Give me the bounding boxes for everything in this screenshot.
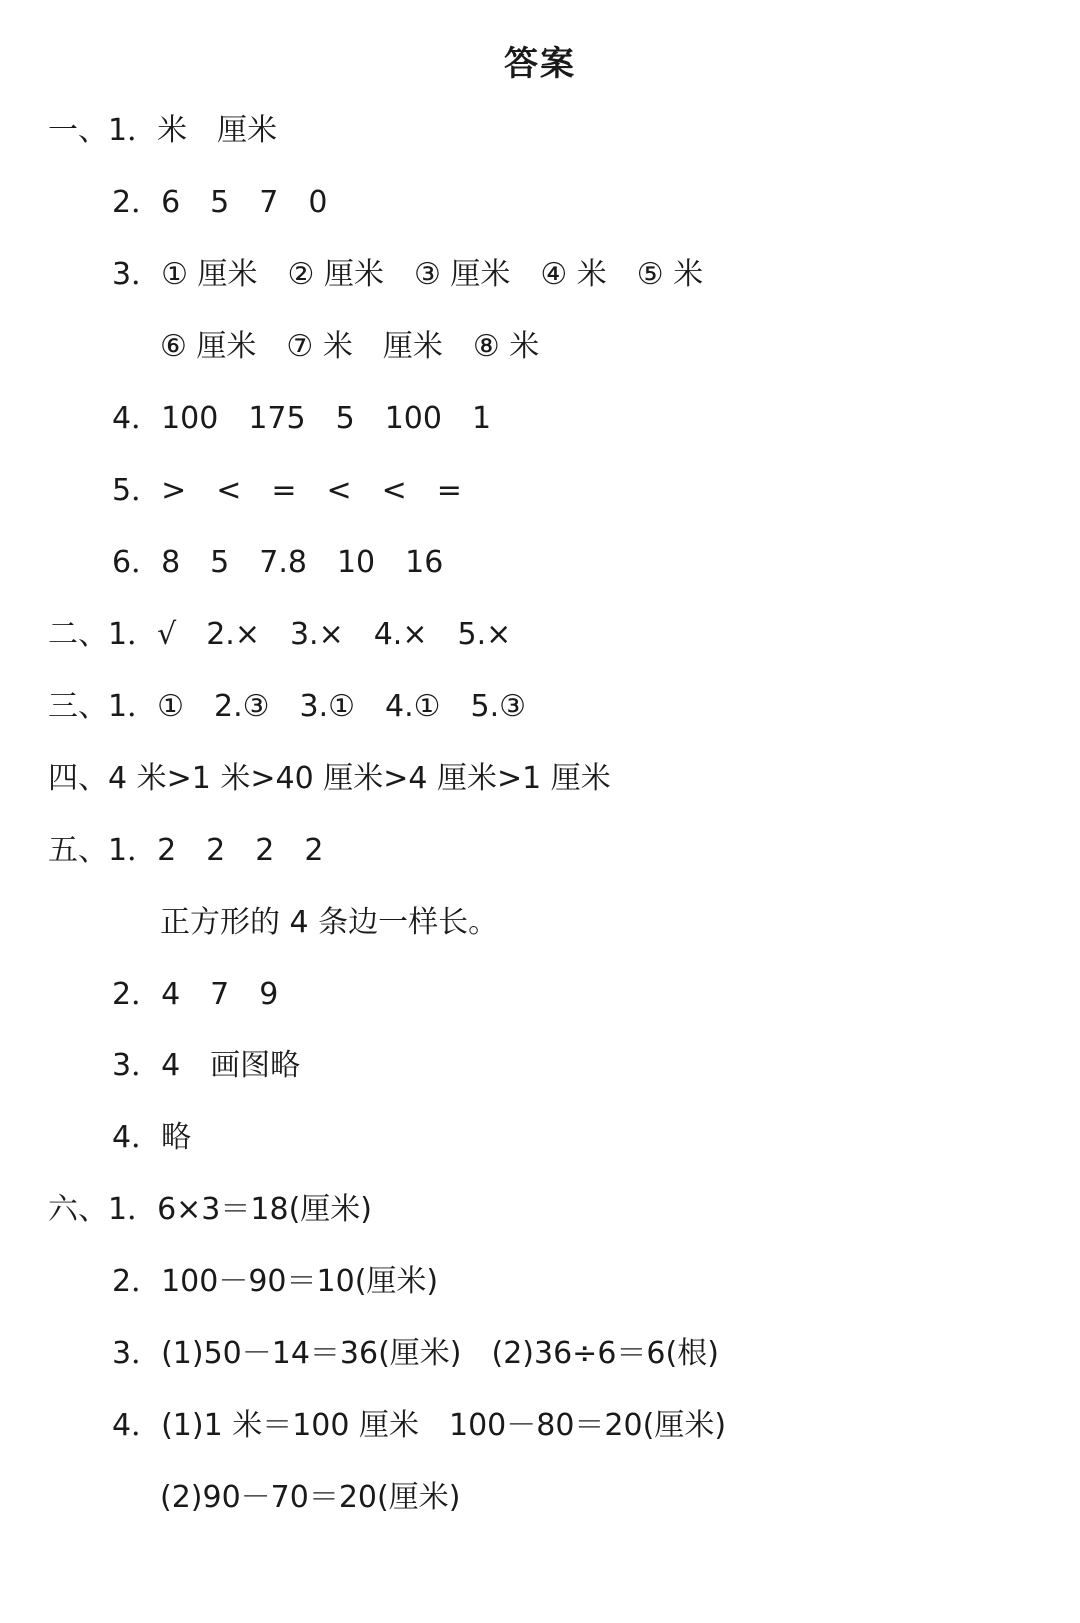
answer-line: (2)90－70＝20(厘米) [160, 1480, 461, 1515]
answer-line: 2．100－90＝10(厘米) [112, 1264, 439, 1299]
answer-line: 二、1．√ 2.× 3.× 4.× 5.× [48, 617, 512, 652]
answer-line: 四、4 米>1 米>40 厘米>4 厘米>1 厘米 [48, 761, 611, 796]
answer-line: 三、1．① 2.③ 3.① 4.① 5.③ [48, 689, 527, 724]
answer-line: ⑥ 厘米 ⑦ 米 厘米 ⑧ 米 [160, 329, 540, 364]
answer-line: 2．4 7 9 [112, 977, 279, 1012]
answer-line: 3．① 厘米 ② 厘米 ③ 厘米 ④ 米 ⑤ 米 [112, 257, 704, 292]
answer-line: 3．(1)50－14＝36(厘米) (2)36÷6＝6(根) [112, 1336, 719, 1371]
answer-line: 5．> < = < < = [112, 473, 462, 508]
answer-line: 4．100 175 5 100 1 [112, 401, 492, 436]
answer-line: 4．略 [112, 1120, 192, 1155]
answer-line: 五、1．2 2 2 2 [48, 833, 324, 868]
answer-line: 2．6 5 7 0 [112, 185, 328, 220]
answer-line: 4．(1)1 米＝100 厘米 100－80＝20(厘米) [112, 1408, 727, 1443]
answer-line: 一、1．米 厘米 [48, 113, 278, 148]
answer-line: 6．8 5 7.8 10 16 [112, 545, 444, 580]
answer-line: 3．4 画图略 [112, 1048, 301, 1083]
page-title: 答案 [504, 44, 576, 84]
answer-line: 正方形的 4 条边一样长。 [160, 905, 499, 940]
answer-line: 六、1．6×3＝18(厘米) [48, 1192, 372, 1227]
